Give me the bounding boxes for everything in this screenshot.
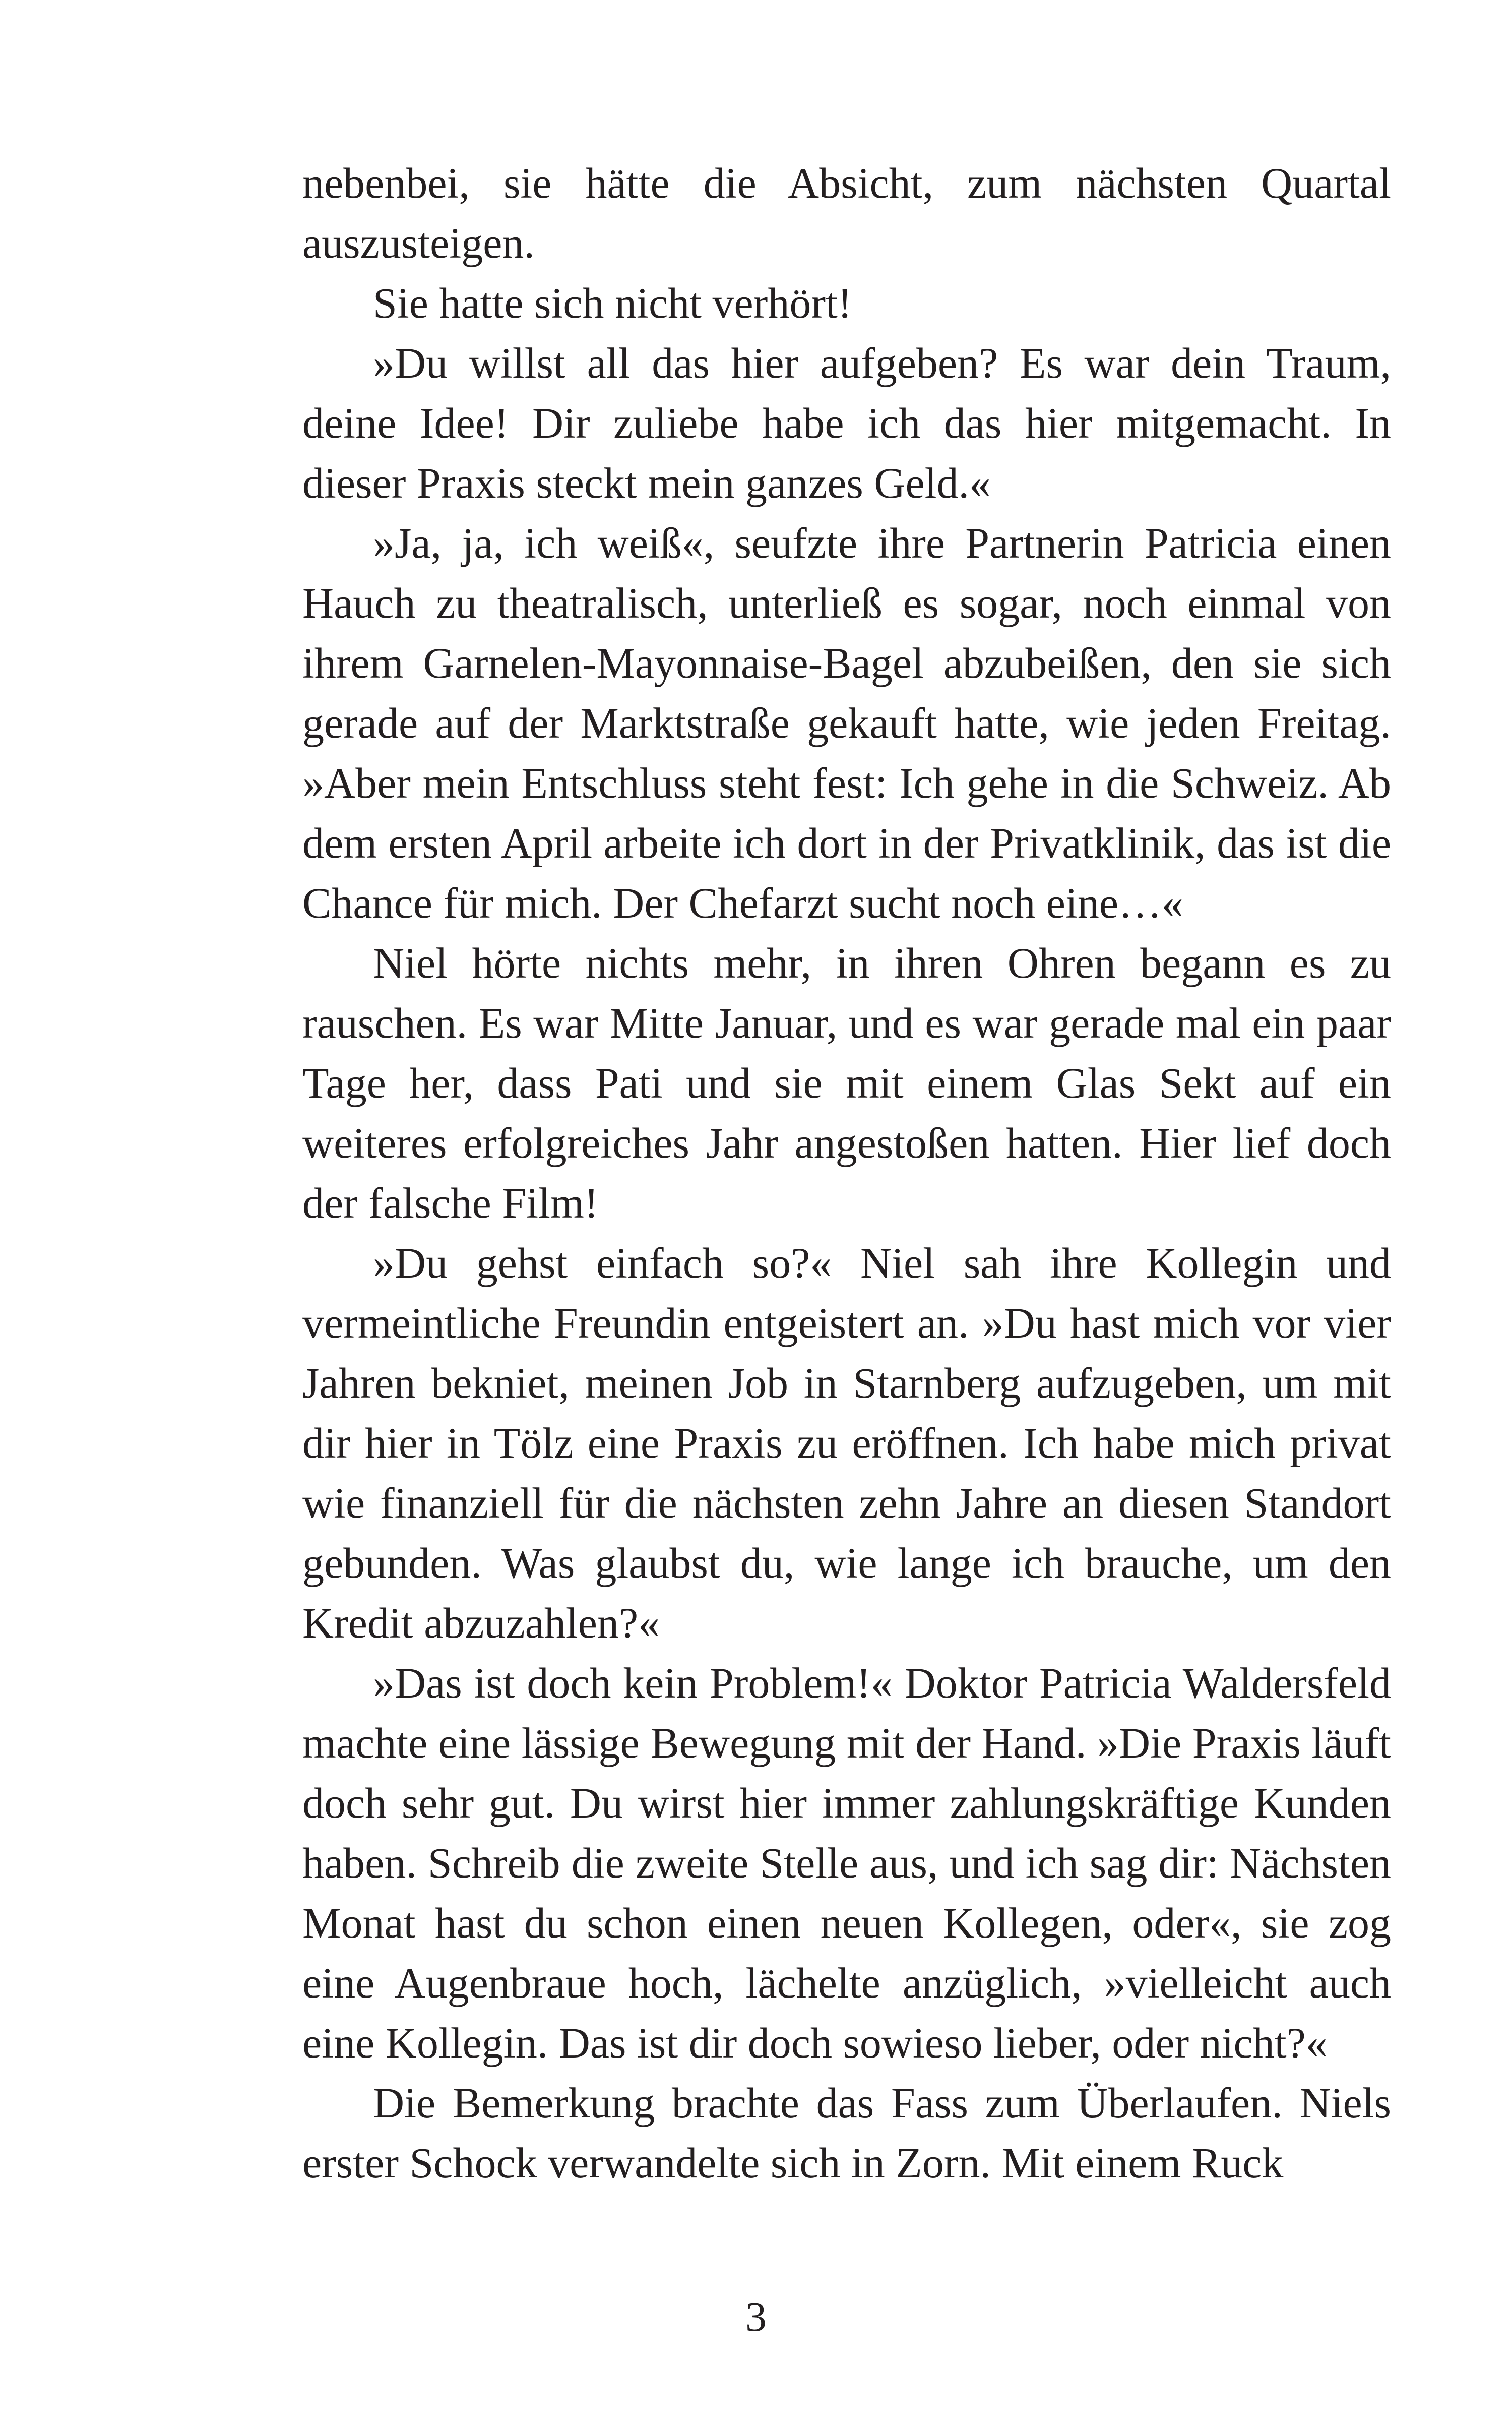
paragraph-3: »Du willst all das hier aufgeben? Es war dein Traum, deine Idee! Dir zuliebe habe ich das hier mitgemacht. In dieser Praxis steckt mein ganzes Geld.« (302, 339, 1391, 507)
body-text (302, 153, 1391, 2193)
paragraph-5: Niel hörte nichts mehr, in ihren Ohren begann es zu rauschen. Es war Mitte Januar, und es war gerade mal ein paar Tage her, dass Pati und sie mit einem Glas Sekt auf ein weiteres erfolgreiches Jahr angestoßen hatten. Hier lief doch der falsche Film! (302, 939, 1391, 1227)
page-number: 3 (745, 2293, 767, 2340)
paragraph-6: »Du gehst einfach so?« Niel sah ihre Kollegin und vermeintliche Freundin entgeistert an. »Du hast mich vor vier Jahren bekniet, meinen Job in Starnberg aufzugeben, um mit dir hier in Tölz eine Praxis zu eröffnen. Ich habe mich privat wie finanziell für die nächsten zehn Jahre an diesen Standort gebunden. Was glaubst du, wie lange ich brauche, um den Kredit abzuzahlen?« (302, 1239, 1391, 1647)
paragraph-4: »Ja, ja, ich weiß«, seufzte ihre Partnerin Patricia einen Hauch zu theatralisch, unterließ es sogar, noch einmal von ihrem Garnelen-Mayonnaise-Bagel abzubeißen, den sie sich gerade auf der Marktstraße gekauft hatte, wie jeden Freitag. »Aber mein Entschluss steht fest: Ich gehe in die Schweiz. Ab dem ersten April arbeite ich dort in der Privatklinik, das ist die Chance für mich. Der Chefarzt sucht noch eine…« (302, 519, 1391, 927)
paragraph-8: Die Bemerkung brachte das Fass zum Überlaufen. Niels erster Schock verwandelte sich in Zorn. Mit einem Ruck (302, 2079, 1391, 2187)
paragraph-2: Sie hatte sich nicht verhört! (373, 279, 852, 327)
paragraph-7: »Das ist doch kein Problem!« Doktor Patricia Waldersfeld machte eine lässige Bewegung mit der Hand. »Die Praxis läuft doch sehr gut. Du wirst hier immer zahlungskräftige Kunden haben. Schreib die zweite Stelle aus, und ich sag dir: Nächsten Monat hast du schon einen neuen Kollegen, oder«, sie zog eine Augenbraue hoch, lächelte anzüglich, »vielleicht auch eine Kollegin. Das ist dir doch sowieso lieber, oder nicht?« (302, 1659, 1391, 2067)
paragraph-1: nebenbei, sie hätte die Absicht, zum nächsten Quartal auszusteigen. (302, 159, 1391, 267)
